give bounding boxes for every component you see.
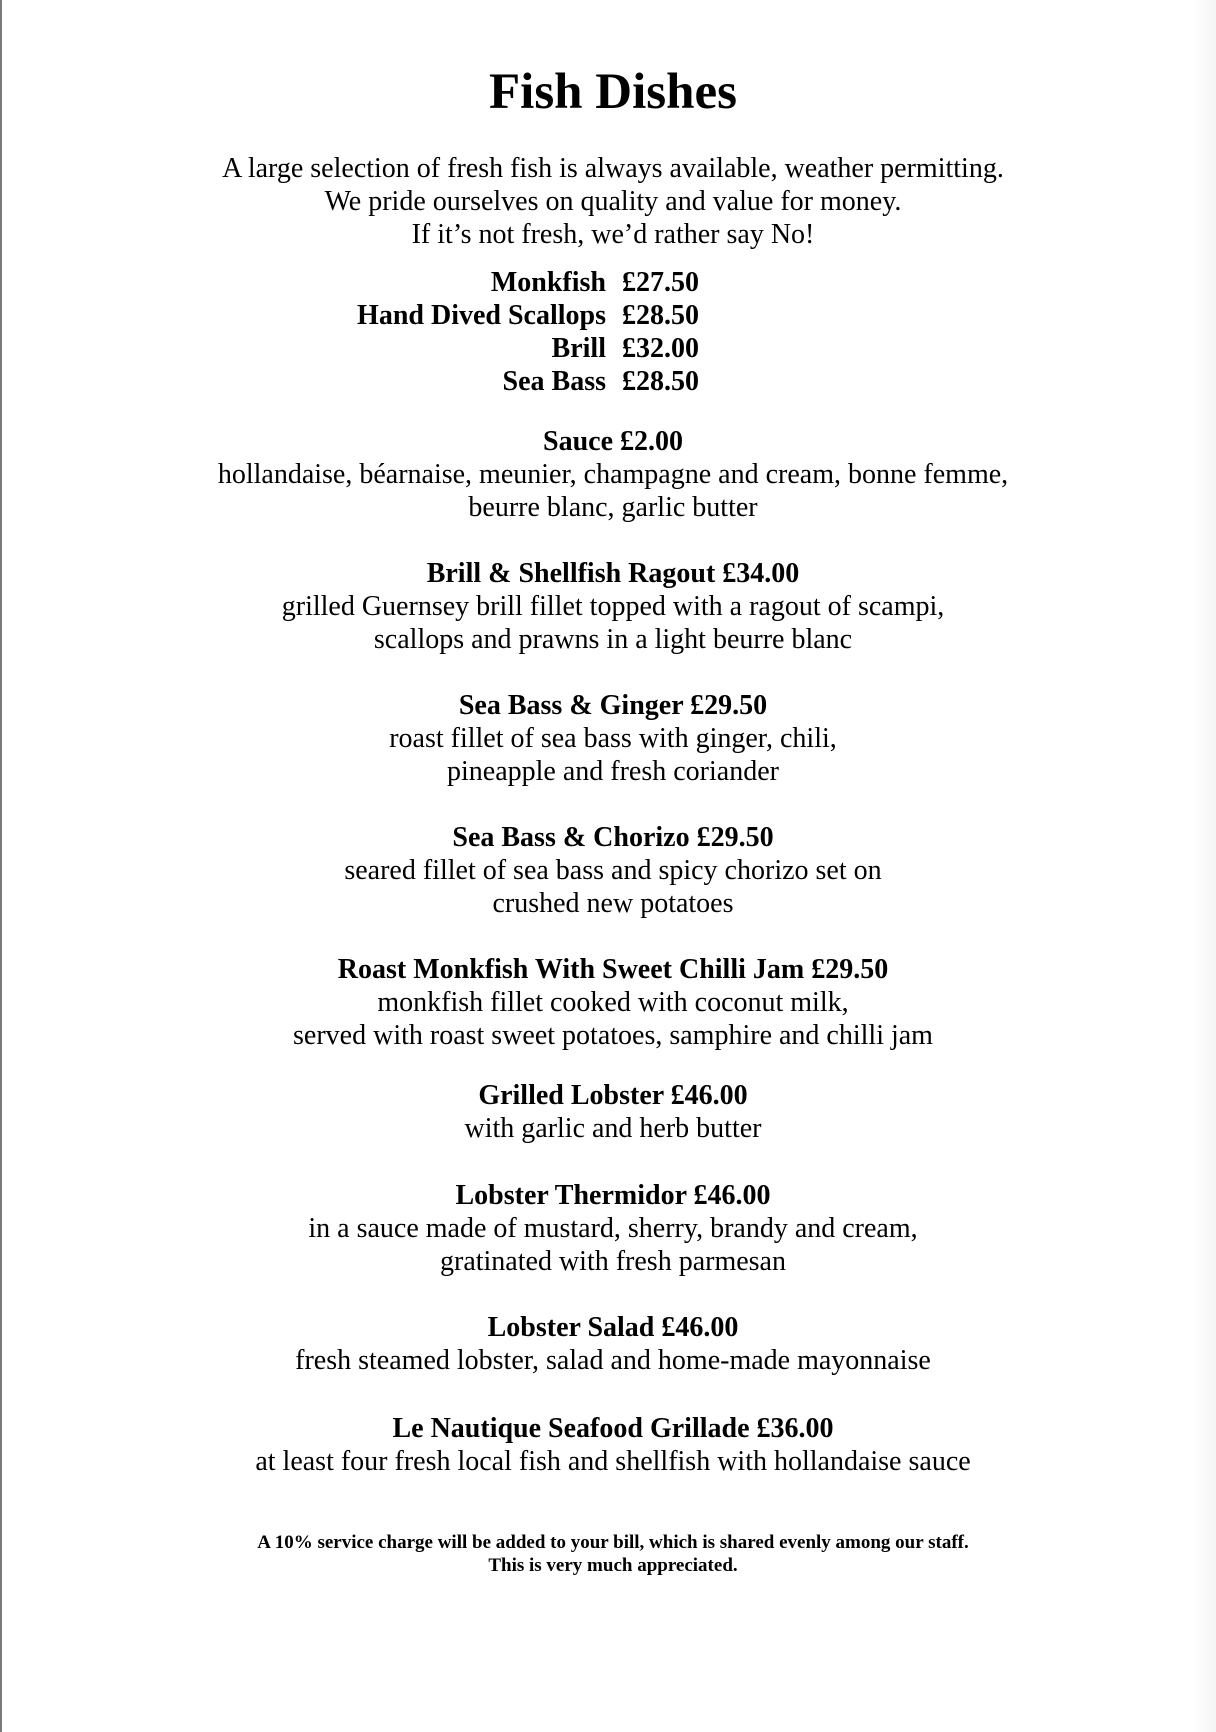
sauce-heading: Sauce £2.00 <box>543 426 683 457</box>
dish-description-line: monkfish fillet cooked with coconut milk, <box>377 987 849 1018</box>
fish-name: Sea Bass <box>502 366 606 397</box>
price-row <box>0 365 1216 398</box>
dish-name: Le Nautique Seafood Grillade £36.00 <box>392 1413 834 1444</box>
dish-description-line: scallops and prawns in a light beurre blanc <box>373 624 853 655</box>
fish-name: Hand Dived Scallops <box>357 300 606 331</box>
dish-description-line: in a sauce made of mustard, sherry, brandy and cream, <box>308 1213 918 1244</box>
price-row <box>0 332 1216 365</box>
sauce-section <box>0 425 1216 524</box>
fish-name: Brill <box>551 333 606 364</box>
fish-price: £32.00 <box>622 333 699 364</box>
dish-item <box>0 1311 1216 1377</box>
dish-description-line: gratinated with fresh parmesan <box>440 1246 786 1277</box>
fish-name: Monkfish <box>490 267 606 298</box>
dish-description-line: seared fillet of sea bass and spicy chorizo set on <box>344 855 882 886</box>
dish-description-line: pineapple and fresh coriander <box>447 756 779 787</box>
dish-name: Sea Bass & Ginger £29.50 <box>458 690 768 721</box>
sauce-description-line: beurre blanc, garlic butter <box>468 492 758 523</box>
dish-description-line: roast fillet of sea bass with ginger, chili, <box>389 723 837 754</box>
intro-text <box>0 152 1216 251</box>
intro-line: A large selection of fresh fish is always available, weather permitting. <box>222 153 1004 184</box>
sauce-description-line: hollandaise, béarnaise, meunier, champagne and cream, bonne femme, <box>217 459 1009 490</box>
price-row <box>0 266 1216 299</box>
dish-item <box>0 557 1216 656</box>
service-charge-note <box>0 1531 1216 1577</box>
footer-line: A 10% service charge will be added to your bill, which is shared evenly among our staff. <box>257 1532 969 1553</box>
intro-line: We pride ourselves on quality and value for money. <box>324 186 902 217</box>
dish-item <box>0 1179 1216 1278</box>
fish-price: £28.50 <box>622 300 699 331</box>
dish-description-line: crushed new potatoes <box>492 888 734 919</box>
dish-item <box>0 821 1216 920</box>
dish-description-line: with garlic and herb butter <box>464 1113 762 1144</box>
dish-name: Brill & Shellfish Ragout £34.00 <box>426 558 800 589</box>
fish-price: £28.50 <box>622 366 699 397</box>
dish-name: Grilled Lobster £46.00 <box>478 1080 748 1111</box>
dish-item <box>0 953 1216 1052</box>
dish-description-line: grilled Guernsey brill fillet topped with a ragout of scampi, <box>281 591 945 622</box>
intro-line: If it’s not fresh, we’d rather say No! <box>411 219 815 250</box>
dish-description-line: fresh steamed lobster, salad and home-made mayonnaise <box>295 1345 931 1376</box>
page-title: Fish Dishes <box>489 64 737 120</box>
dish-name: Lobster Salad £46.00 <box>487 1312 739 1343</box>
dish-name: Roast Monkfish With Sweet Chilli Jam £29.50 <box>337 954 889 985</box>
dish-name: Sea Bass & Chorizo £29.50 <box>452 822 774 853</box>
dish-item <box>0 1412 1216 1478</box>
dish-description-line: served with roast sweet potatoes, samphire and chilli jam <box>293 1020 933 1051</box>
fish-price-list <box>0 266 1216 398</box>
fish-price: £27.50 <box>622 267 699 298</box>
dish-description-line: at least four fresh local fish and shellfish with hollandaise sauce <box>255 1446 971 1477</box>
price-row <box>0 299 1216 332</box>
footer-line: This is very much appreciated. <box>488 1555 738 1576</box>
dish-name: Lobster Thermidor £46.00 <box>455 1180 771 1211</box>
dish-item <box>0 689 1216 788</box>
dish-item <box>0 1079 1216 1145</box>
